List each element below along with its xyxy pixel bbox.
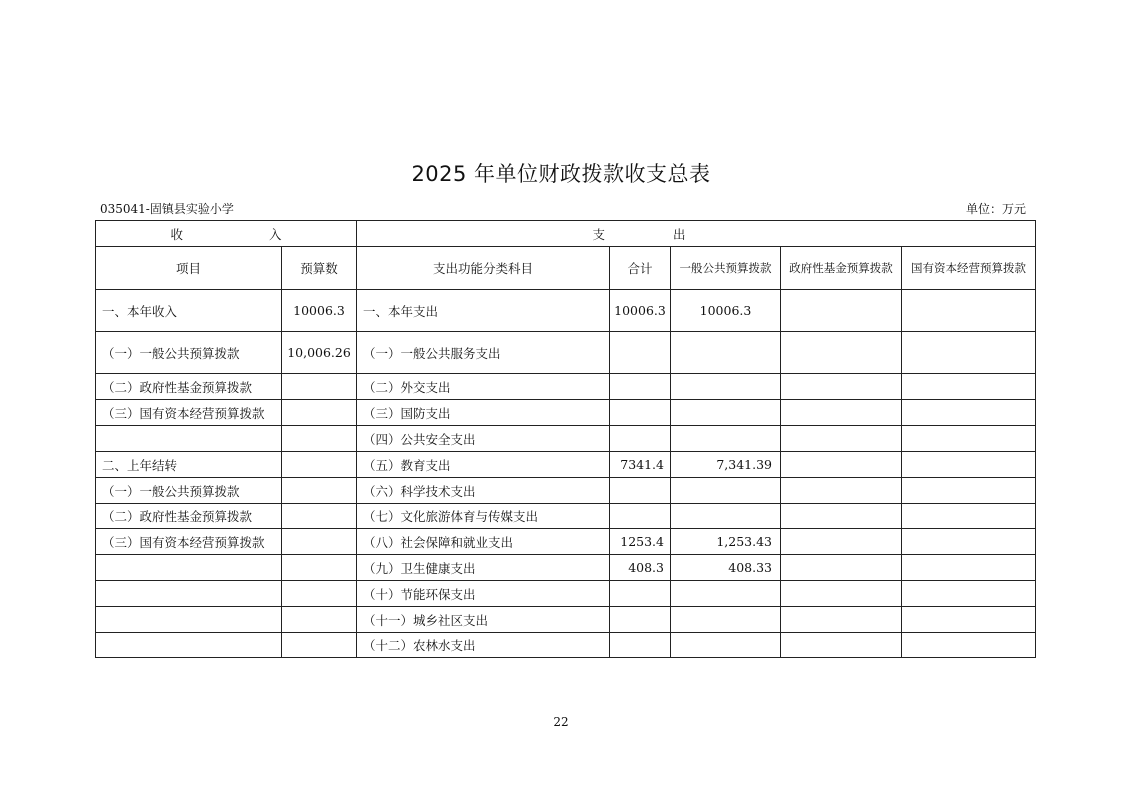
row-gov-fund: [781, 290, 902, 332]
row-func: （六）科学技术支出: [357, 478, 610, 504]
row-gov-fund: [781, 607, 902, 633]
table-row: [96, 478, 1036, 504]
row-gov-fund: [781, 581, 902, 607]
col-header-budget: 预算数: [282, 247, 357, 290]
row-state-capital: [902, 426, 1036, 452]
group-header-row: [96, 221, 1036, 247]
row-state-capital: [902, 607, 1036, 633]
table-row: [96, 332, 1036, 374]
page-title: 2025 年单位财政拨款收支总表: [411, 162, 711, 186]
row-total: 1253.4: [610, 529, 671, 555]
row-total: [610, 426, 671, 452]
row-func: 一、本年支出: [357, 290, 610, 332]
row-func: （九）卫生健康支出: [357, 555, 610, 581]
row-general: [671, 633, 781, 658]
row-budget: [282, 555, 357, 581]
row-func: （四）公共安全支出: [357, 426, 610, 452]
row-item: 二、上年结转: [96, 452, 282, 478]
row-func: （二）外交支出: [357, 374, 610, 400]
row-general: 7,341.39: [671, 452, 781, 478]
row-gov-fund: [781, 504, 902, 529]
row-gov-fund: [781, 478, 902, 504]
row-general: [671, 504, 781, 529]
row-state-capital: [902, 290, 1036, 332]
row-general: [671, 426, 781, 452]
row-func: （一）一般公共服务支出: [357, 332, 610, 374]
row-gov-fund: [781, 529, 902, 555]
row-total: [610, 400, 671, 426]
col-header-gov-fund: 政府性基金预算拨款: [781, 247, 902, 290]
row-state-capital: [902, 504, 1036, 529]
row-total: [610, 374, 671, 400]
row-general: [671, 332, 781, 374]
table-row: [96, 607, 1036, 633]
row-budget: [282, 529, 357, 555]
row-budget: [282, 426, 357, 452]
row-gov-fund: [781, 633, 902, 658]
row-item: [96, 633, 282, 658]
row-budget: [282, 452, 357, 478]
unit-name: 035041-固镇县实验小学: [100, 202, 234, 216]
col-header-general: 一般公共预算拨款: [671, 247, 781, 290]
row-general: 10006.3: [671, 290, 781, 332]
row-total: 7341.4: [610, 452, 671, 478]
row-func: （五）教育支出: [357, 452, 610, 478]
row-item: （三）国有资本经营预算拨款: [96, 529, 282, 555]
income-group-header: 收 入: [96, 221, 357, 247]
row-item: [96, 581, 282, 607]
row-total: [610, 581, 671, 607]
row-func: （八）社会保障和就业支出: [357, 529, 610, 555]
row-general: [671, 581, 781, 607]
row-state-capital: [902, 452, 1036, 478]
row-gov-fund: [781, 426, 902, 452]
row-general: [671, 478, 781, 504]
row-func: （七）文化旅游体育与传媒支出: [357, 504, 610, 529]
table-row: [96, 374, 1036, 400]
row-general: [671, 607, 781, 633]
row-func: （十）节能环保支出: [357, 581, 610, 607]
row-budget: [282, 504, 357, 529]
table-row: [96, 452, 1036, 478]
row-state-capital: [902, 374, 1036, 400]
row-total: [610, 607, 671, 633]
row-func: （十一）城乡社区支出: [357, 607, 610, 633]
page-number: 22: [553, 715, 569, 729]
table-row: [96, 504, 1036, 529]
row-gov-fund: [781, 400, 902, 426]
row-general: [671, 400, 781, 426]
row-item: 一、本年收入: [96, 290, 282, 332]
row-item: （二）政府性基金预算拨款: [96, 374, 282, 400]
row-budget: [282, 400, 357, 426]
row-gov-fund: [781, 332, 902, 374]
row-budget: [282, 581, 357, 607]
row-total: 408.3: [610, 555, 671, 581]
row-state-capital: [902, 478, 1036, 504]
row-state-capital: [902, 581, 1036, 607]
row-state-capital: [902, 400, 1036, 426]
table-row: [96, 529, 1036, 555]
row-budget: [282, 478, 357, 504]
row-budget: 10006.3: [282, 290, 357, 332]
row-state-capital: [902, 529, 1036, 555]
row-item: （一）一般公共预算拨款: [96, 478, 282, 504]
row-total: [610, 332, 671, 374]
unit-label: 单位：万元: [965, 202, 1026, 216]
table-row: [96, 633, 1036, 658]
row-budget: 10,006.26: [282, 332, 357, 374]
row-item: [96, 607, 282, 633]
expense-group-header: 支 出: [357, 221, 1036, 247]
column-header-row: [96, 247, 1036, 290]
row-gov-fund: [781, 374, 902, 400]
table-row: [96, 555, 1036, 581]
row-gov-fund: [781, 555, 902, 581]
row-state-capital: [902, 633, 1036, 658]
row-total: 10006.3: [610, 290, 671, 332]
col-header-item: 项目: [96, 247, 282, 290]
row-item: （三）国有资本经营预算拨款: [96, 400, 282, 426]
row-general: [671, 374, 781, 400]
row-state-capital: [902, 555, 1036, 581]
row-total: [610, 504, 671, 529]
row-general: 1,253.43: [671, 529, 781, 555]
col-header-state-capital: 国有资本经营预算拨款: [902, 247, 1036, 290]
row-budget: [282, 374, 357, 400]
row-func: （十二）农林水支出: [357, 633, 610, 658]
row-func: （三）国防支出: [357, 400, 610, 426]
col-header-func: 支出功能分类科目: [357, 247, 610, 290]
row-item: [96, 555, 282, 581]
row-item: （二）政府性基金预算拨款: [96, 504, 282, 529]
row-state-capital: [902, 332, 1036, 374]
row-gov-fund: [781, 452, 902, 478]
row-budget: [282, 607, 357, 633]
row-general: 408.33: [671, 555, 781, 581]
table-row: [96, 400, 1036, 426]
row-item: [96, 426, 282, 452]
row-total: [610, 633, 671, 658]
col-header-total: 合计: [610, 247, 671, 290]
row-item: （一）一般公共预算拨款: [96, 332, 282, 374]
table-row: [96, 290, 1036, 332]
table-row: [96, 581, 1036, 607]
table-row: [96, 426, 1036, 452]
row-budget: [282, 633, 357, 658]
row-total: [610, 478, 671, 504]
budget-table: [95, 220, 1036, 658]
